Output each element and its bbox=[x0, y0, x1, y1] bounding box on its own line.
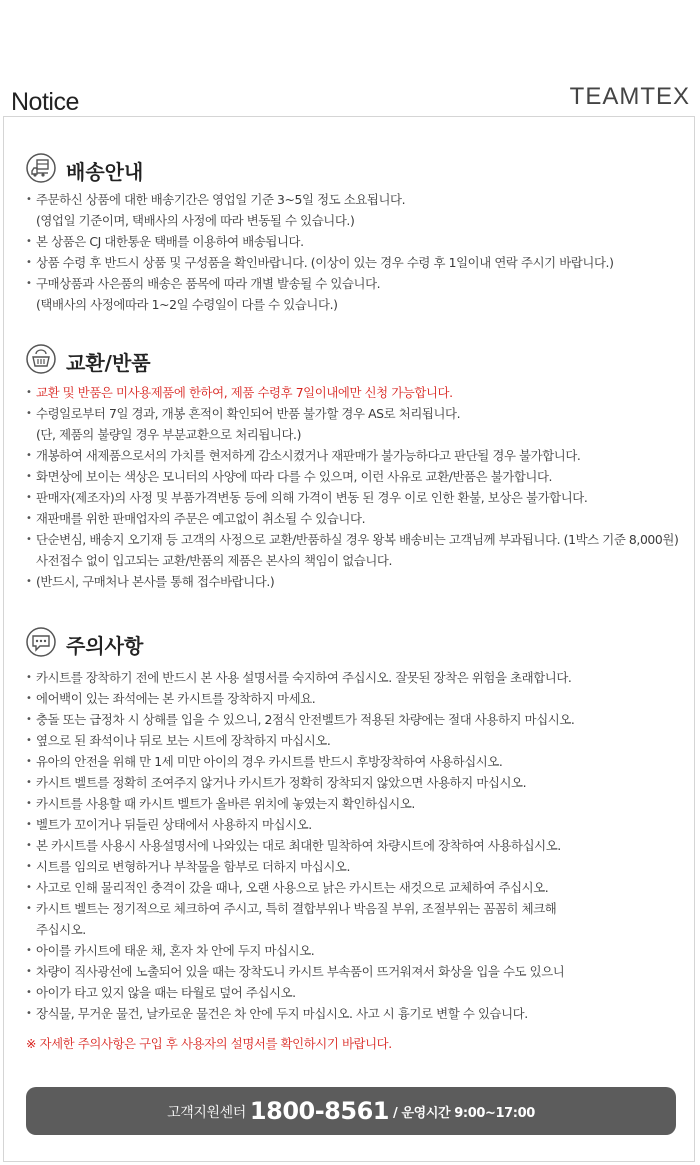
list-item: 주십시오. bbox=[36, 922, 86, 937]
list-item: • 구매상품과 사은품의 배송은 품목에 따라 개별 발송될 수 있습니다. bbox=[26, 273, 686, 294]
list-item: (단, 제품의 불량일 경우 부분교환으로 처리됩니다.) bbox=[36, 427, 302, 442]
caution-warning: ※ 자세한 주의사항은 구입 후 사용자의 설명서를 확인하시기 바랍니다. bbox=[26, 1036, 392, 1051]
list-item: • 사고로 인해 물리적인 충격이 갔을 때나, 오랜 사용으로 낡은 카시트는 새것으로 교체하여 주십시오. bbox=[26, 877, 686, 898]
shipping-section bbox=[26, 153, 686, 315]
list-item: • 재판매를 위한 판매업자의 주문은 예고없이 취소될 수 있습니다. bbox=[26, 508, 686, 529]
exchange-list bbox=[26, 382, 686, 592]
list-item: • 단순변심, 배송지 오기재 등 고객의 사정으로 교환/반품하실 경우 왕복 배송비는 고객님께 부과됩니다. (1박스 기준 8,000원) bbox=[26, 529, 686, 550]
list-item: • 벨트가 꼬이거나 뒤들린 상태에서 사용하지 마십시오. bbox=[26, 814, 686, 835]
list-item: • 상품 수령 후 반드시 상품 및 구성품을 확인바랍니다. (이상이 있는 경우 수령 후 1일이내 연락 주시기 바랍니다.) bbox=[26, 252, 686, 273]
list-item: • 아이를 카시트에 태운 채, 혼자 차 안에 두지 마십시오. bbox=[26, 940, 686, 961]
list-item: • 교환 및 반품은 미사용제품에 한하여, 제품 수령후 7일이내에만 신청 가능합니다. bbox=[26, 382, 686, 403]
list-item: (영업일 기준이며, 택배사의 사정에 따라 변동될 수 있습니다.) bbox=[36, 213, 355, 228]
list-item: • 충돌 또는 급정차 시 상해를 입을 수 있으니, 2점식 안전벨트가 적용된 차량에는 절대 사용하지 마십시오. bbox=[26, 709, 686, 730]
caution-list bbox=[26, 667, 686, 1024]
list-item: 사전접수 없이 입고되는 교환/반품의 제품은 본사의 책임이 없습니다. bbox=[36, 553, 393, 568]
list-item: • 카시트를 장착하기 전에 반드시 본 사용 설명서를 숙지하여 주십시오. 잘못된 장착은 위험을 초래합니다. bbox=[26, 667, 686, 688]
return-basket-icon bbox=[26, 344, 56, 374]
list-item: • 아이가 타고 있지 않을 때는 타월로 덮어 주십시오. bbox=[26, 982, 686, 1003]
customer-center-bar bbox=[26, 1087, 676, 1135]
customer-center-hours: / 운영시간 9:00~17:00 bbox=[393, 1106, 535, 1121]
list-item: • 카시트를 사용할 때 카시트 벨트가 올바른 위치에 놓였는지 확인하십시오. bbox=[26, 793, 686, 814]
list-item: • 개봉하여 새제품으로서의 가치를 현저하게 감소시켰거나 재판매가 불가능하다고 판단될 경우 불가합니다. bbox=[26, 445, 686, 466]
speech-bubble-icon bbox=[26, 627, 56, 657]
exchange-section bbox=[26, 344, 686, 592]
list-item: • 시트를 임의로 변형하거나 부착물을 함부로 더하지 마십시오. bbox=[26, 856, 686, 877]
delivery-box-icon bbox=[26, 153, 56, 183]
list-item: • 판매자(제조자)의 사정 및 부품가격변동 등에 의해 가격이 변동 된 경우 이로 인한 환불, 보상은 불가합니다. bbox=[26, 487, 686, 508]
list-item: (택배사의 사정에따라 1~2일 수령일이 다를 수 있습니다.) bbox=[36, 297, 338, 312]
brand-logo: TEAMTEX bbox=[569, 83, 690, 110]
page-header bbox=[0, 0, 700, 118]
list-item: • 화면상에 보이는 색상은 모니터의 사양에 따라 다를 수 있으며, 이런 사유로 교환/반품은 불가합니다. bbox=[26, 466, 686, 487]
list-item: • 수령일로부터 7일 경과, 개봉 흔적이 확인되어 반품 불가할 경우 AS로 처리됩니다. bbox=[26, 403, 686, 424]
list-item: • 본 상품은 CJ 대한통운 택배를 이용하여 배송됩니다. bbox=[26, 231, 686, 252]
list-item: • 본 카시트를 사용시 사용설명서에 나와있는 대로 최대한 밀착하여 차량시트에 장착하여 사용하십시오. bbox=[26, 835, 686, 856]
list-item: • 차량이 직사광선에 노출되어 있을 때는 장착도니 카시트 부속품이 뜨거워져서 화상을 입을 수도 있으니 bbox=[26, 961, 686, 982]
customer-center-phone[interactable]: 1800-8561 bbox=[249, 1097, 389, 1125]
caution-title: 주의사항 bbox=[66, 634, 144, 658]
list-item: • (반드시, 구매처나 본사를 통해 접수바랍니다.) bbox=[26, 571, 686, 592]
list-item: • 에어백이 있는 좌석에는 본 카시트를 장착하지 마세요. bbox=[26, 688, 686, 709]
list-item: • 주문하신 상품에 대한 배송기간은 영업일 기준 3~5일 정도 소요됩니다. bbox=[26, 189, 686, 210]
list-item: • 카시트 벨트를 정확히 조여주지 않거나 카시트가 정확히 장착되지 않았으면 사용하지 마십시오. bbox=[26, 772, 686, 793]
list-item: • 장식물, 무거운 물건, 날카로운 물건은 차 안에 두지 마십시오. 사고 시 흉기로 변할 수 있습니다. bbox=[26, 1003, 686, 1024]
notice-title: Notice bbox=[11, 88, 79, 116]
customer-center-label: 고객지원센터 bbox=[167, 1105, 246, 1121]
shipping-title: 배송안내 bbox=[66, 160, 144, 184]
list-item: • 유아의 안전을 위해 만 1세 미만 아이의 경우 카시트를 반드시 후방장착하여 사용하십시오. bbox=[26, 751, 686, 772]
list-item: • 옆으로 된 좌석이나 뒤로 보는 시트에 장착하지 마십시오. bbox=[26, 730, 686, 751]
shipping-list bbox=[26, 189, 686, 315]
exchange-title: 교환/반품 bbox=[66, 351, 151, 375]
caution-section bbox=[26, 627, 686, 1024]
list-item: • 카시트 벨트는 정기적으로 체크하여 주시고, 특히 결합부위나 박음질 부위, 조절부위는 꼼꼼히 체크해 bbox=[26, 898, 686, 919]
